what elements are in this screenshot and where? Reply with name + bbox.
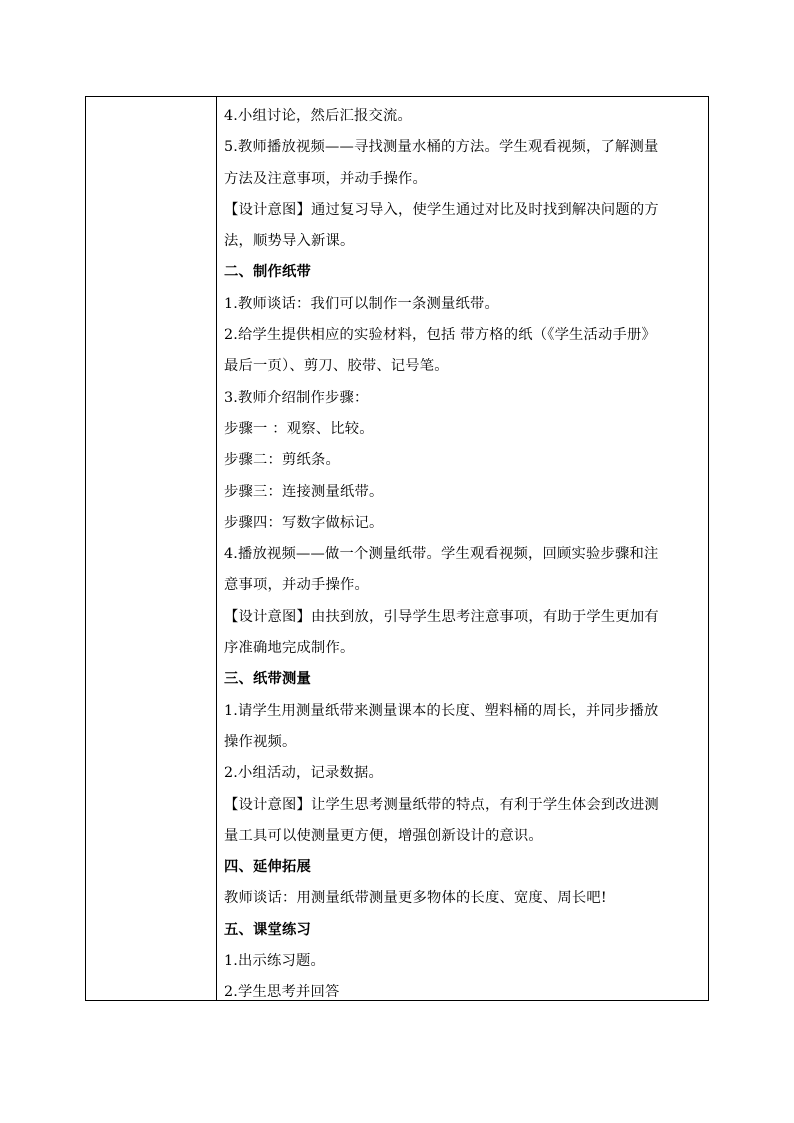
text-line: 序准确地完成制作。 (224, 640, 355, 657)
text-line: 教师谈话：用测量纸带测量更多物体的长度、宽度、周长吧! (224, 890, 607, 907)
step-line: 步骤一 ：观察、比较。 (224, 420, 374, 437)
step-line: 步骤二：剪纸条。 (224, 452, 340, 469)
text-line: 4.小组讨论，然后汇报交流。 (224, 108, 413, 124)
design-intent-line: 【设计意图】让学生思考测量纸带的特点，有利于学生体会到改进测 (224, 796, 659, 813)
step-line: 步骤三：连接测量纸带。 (224, 483, 384, 500)
text-line: 最后一页）、剪刀、胶带、记号笔。 (224, 358, 449, 375)
section-heading: 三、纸带测量 (224, 671, 311, 688)
text-line: 3.教师介绍制作步骤： (224, 389, 369, 406)
section-heading: 四、延伸拓展 (224, 859, 311, 876)
text-line: 2.学生思考并回答 (224, 984, 340, 1000)
design-intent-line: 【设计意图】通过复习导入，使学生通过对比及时找到解决问题的方 (224, 201, 659, 218)
text-line: 量工具可以使测量更方便，增强创新设计的意识。 (224, 827, 543, 844)
text-line: 法，顺势导入新课。 (224, 233, 355, 250)
step-line: 步骤四：写数字做标记。 (224, 514, 384, 531)
lesson-plan-table (85, 96, 709, 1001)
table-left-cell (86, 97, 217, 1000)
text-line: 1.教师谈话：我们可以制作一条测量纸带。 (224, 295, 499, 312)
section-heading: 二、制作纸带 (224, 264, 311, 281)
text-line: 1.出示练习题。 (224, 953, 326, 970)
text-line: 2.给学生提供相应的实验材料，包括 带方格的纸（《学生活动手册》 (224, 327, 657, 344)
section-heading: 五、课堂练习 (224, 921, 311, 938)
text-line: 2.小组活动，记录数据。 (224, 765, 384, 782)
text-line: 4.播放视频——做一个测量纸带。学生观看视频，回顾实验步骤和注 (224, 546, 659, 563)
design-intent-line: 【设计意图】由扶到放，引导学生思考注意事项，有助于学生更加有 (224, 608, 659, 625)
text-line: 1.请学生用测量纸带来测量课本的长度、塑料桶的周长，并同步播放 (224, 702, 659, 719)
text-line: 操作视频。 (224, 733, 297, 750)
text-line: 5.教师播放视频——寻找测量水桶的方法。学生观看视频，了解测量 (224, 139, 659, 156)
text-line: 意事项，并动手操作。 (224, 577, 369, 594)
text-line: 方法及注意事项，并动手操作。 (224, 170, 427, 187)
table-content-cell (217, 97, 708, 1000)
